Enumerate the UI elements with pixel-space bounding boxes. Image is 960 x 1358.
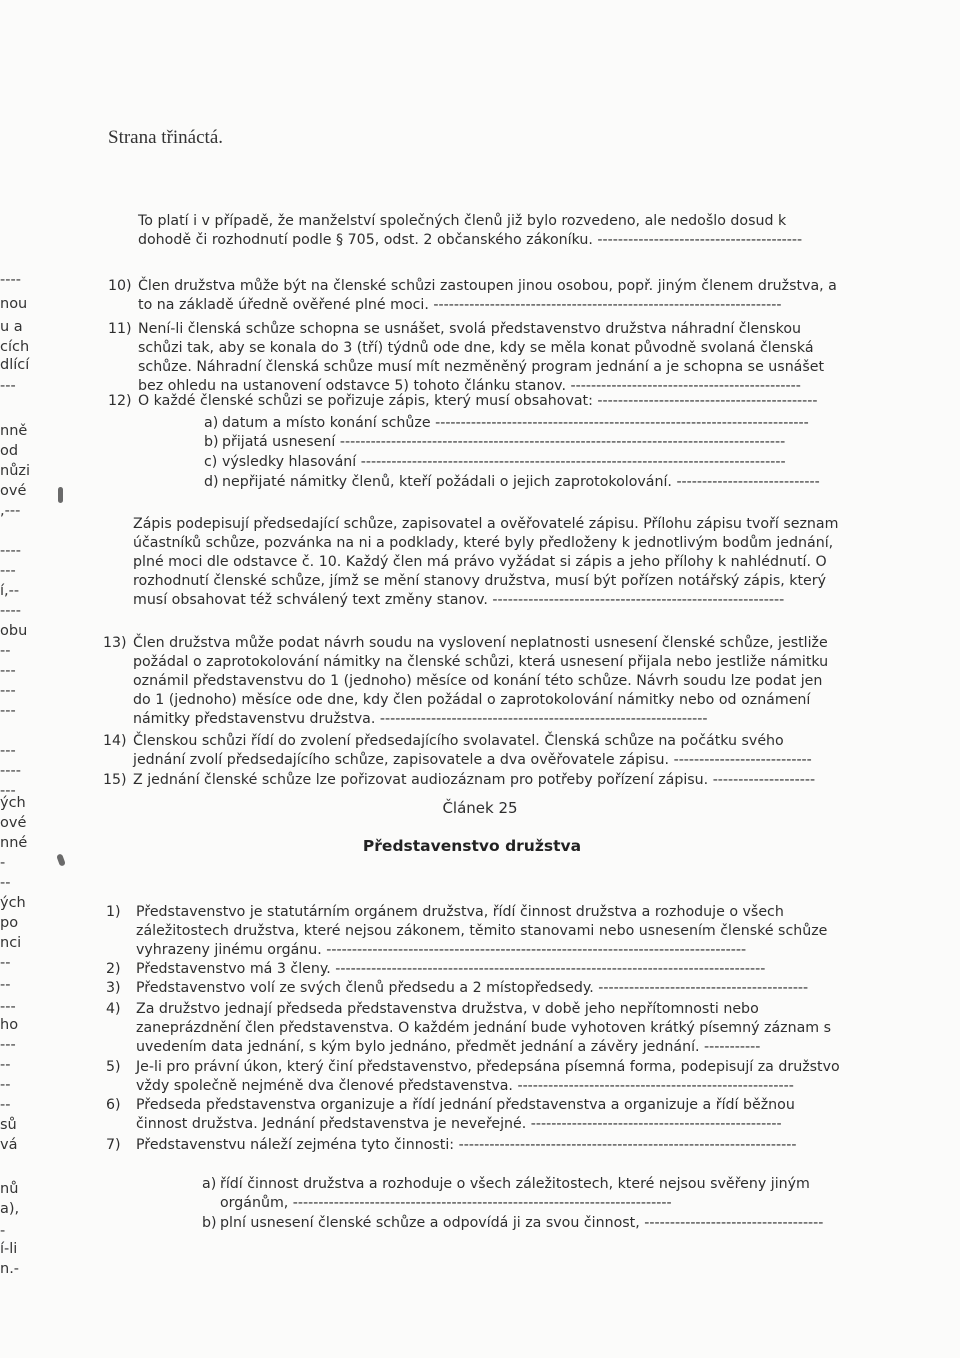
margin-fragment: -- <box>0 955 11 971</box>
margin-fragment: - <box>0 1223 6 1239</box>
sub-item-text: nepřijaté námitky členů, kteří požádali o jejich zaprotokolování. ---------------------------- <box>222 474 820 490</box>
item-number: 2) <box>106 961 121 977</box>
binding-hole-mark <box>56 853 66 866</box>
article-item-7 <box>106 1136 840 1155</box>
item-text: Představenstvo je statutárním orgánem družstva, řídí činnost družstva a rozhoduje o všech záležitostech družstva, které nejsou zákonem, těmito stanovami nebo usnesením členské schůze vyhrazeny jinému orgánu. ---------------------------------------------------------------------------------- <box>136 904 828 958</box>
item-number: 12) <box>108 393 132 409</box>
sub-item-text: plní usnesení členské schůze a odpovídá ji za svou činnost, ----------------------------------- <box>220 1215 824 1231</box>
item-text: Není-li členská schůze schopna se usnášet, svolá představenstvo družstva náhradní členskou schůzi tak, aby se konala do 3 (tří) týdnů ode dne, kdy se měla konat původně svolaná členská schůze. Náhradní členská schůze musí mít nezměněný program jednání a je schopna se usnášet bez ohledu na ustanovení odstavce 5) tohoto článku stanov. --------------------------------------------- <box>138 321 825 394</box>
margin-fragment: u a <box>0 319 23 335</box>
margin-fragment: ---- <box>0 543 21 559</box>
article-number: Článek 25 <box>442 799 518 817</box>
margin-fragment: od <box>0 443 19 459</box>
sub-item-letter: b) <box>202 1215 217 1231</box>
margin-fragment: --- <box>0 783 16 799</box>
article-title: Představenstvo družstva <box>362 837 582 855</box>
minutes-paragraph: Zápis podepisují předsedající schůze, zapisovatel a ověřovatelé zápisu. Přílohu zápisu tvoří seznam účastníků schůze, pozvánka na ni a podklady, které byly předloženy k jednotlivým bodům jednání, plné moci dle odstavce č. 10. Každý člen má právo vyžádat si zápis a jeho přílohy k nahlédnutí. O rozhodnutí členské schůze, jímž se mění stanovy družstva, musí být pořízen notářský zápis, který musí obsahovat též schválený text změny stanov. --------------------------------------------------------- <box>133 516 839 608</box>
margin-fragment: nci <box>0 935 22 951</box>
margin-fragment: nné <box>0 835 28 851</box>
margin-fragment: --- <box>0 663 16 679</box>
margin-fragment: ých <box>0 795 26 811</box>
margin-fragment: --- <box>0 1037 16 1053</box>
sub-item-c <box>204 453 840 472</box>
margin-fragment: n.- <box>0 1261 20 1277</box>
margin-fragment: a), <box>0 1201 20 1217</box>
sub-item-text: řídí činnost družstva a rozhoduje o všech záležitostech, které nejsou svěřeny jiným orgánům, -------------------------------------------------------------------------- <box>220 1176 810 1211</box>
margin-fragment: vá <box>0 1137 18 1153</box>
margin-fragment: nou <box>0 296 28 312</box>
sub-item-letter: a) <box>204 415 219 431</box>
item-10 <box>108 277 840 315</box>
sub-item-a <box>202 1175 840 1213</box>
margin-fragment: --- <box>0 703 16 719</box>
margin-fragment: cích <box>0 339 30 355</box>
item-text: O každé členské schůzi se pořizuje zápis, který musí obsahovat: ------------------------------------------- <box>138 393 818 409</box>
article-item-2 <box>106 960 840 979</box>
margin-fragment: -- <box>0 1077 11 1093</box>
margin-fragment: --- <box>0 378 16 394</box>
item-text: Představenstvo má 3 členy. ------------------------------------------------------------------------------------ <box>136 961 766 977</box>
binding-hole-mark <box>58 487 63 503</box>
margin-fragment: --- <box>0 743 16 759</box>
sub-item-text: přijatá usnesení --------------------------------------------------------------------------------------- <box>222 434 786 450</box>
margin-fragment: -- <box>0 1057 11 1073</box>
margin-fragment: í,-- <box>0 583 20 599</box>
item-text: Předseda představenstva organizuje a řídí jednání představenstva a organizuje a řídí běžnou činnost družstva. Jednání představenstva je neveřejné. ------------------------------------------------- <box>136 1097 795 1132</box>
margin-fragment: obu <box>0 623 28 639</box>
sub-item-letter: d) <box>204 474 219 490</box>
margin-fragment: ---- <box>0 272 21 288</box>
margin-fragment: --- <box>0 683 16 699</box>
margin-fragment: po <box>0 915 19 931</box>
item-text: Je-li pro právní úkon, který činí představenstvo, předepsána písemná forma, podepisují za družstvo vždy společně nejméně dva členové představenstva. ------------------------------------------------------ <box>136 1059 840 1094</box>
margin-fragment: ých <box>0 895 26 911</box>
item-text: Za družstvo jednají předseda představenstva družstva, v době jeho nepřítomnosti nebo zaneprázdnění člen představenstva. O každém jednání bude vyhotoven krátký písemný záznam s uvedením data jednání, s kým bylo jednáno, předmět jednání a závěry jednání. ----------- <box>136 1001 832 1055</box>
article-item-5 <box>106 1058 840 1096</box>
item-number: 4) <box>106 1001 121 1017</box>
item-text: Z jednání členské schůze lze pořizovat audiozáznam pro potřeby pořízení zápisu. -------------------- <box>133 772 816 788</box>
sub-item-b <box>202 1214 840 1233</box>
article-item-4 <box>106 1000 840 1057</box>
margin-fragment: nůzi <box>0 463 31 479</box>
item-text: Člen družstva může být na členské schůzi zastoupen jinou osobou, popř. jiným členem družstva, a to na základě úředně ověřené plné moci. -------------------------------------------------------------------- <box>138 278 837 313</box>
item-13 <box>103 634 840 729</box>
margin-fragment: ---- <box>0 603 21 619</box>
item-number: 7) <box>106 1137 121 1153</box>
margin-fragment: - <box>0 855 6 871</box>
margin-fragment: sů <box>0 1117 17 1133</box>
article-item-3 <box>106 979 840 998</box>
sub-item-text: výsledky hlasování ----------------------------------------------------------------------------------- <box>222 454 786 470</box>
margin-fragment: dlící <box>0 357 30 373</box>
item-15 <box>103 771 840 790</box>
margin-fragment: ,--- <box>0 503 21 519</box>
sub-item-text: datum a místo konání schůze ------------------------------------------------------------------------- <box>222 415 809 431</box>
sub-item-a <box>204 414 840 433</box>
sub-item-d <box>204 473 840 492</box>
item-14 <box>103 732 840 770</box>
item-number: 1) <box>106 904 121 920</box>
margin-fragment: -- <box>0 643 11 659</box>
margin-fragment: --- <box>0 563 16 579</box>
margin-fragment: í-li <box>0 1241 18 1257</box>
page-header: Strana třináctá. <box>108 127 224 148</box>
margin-fragment: --- <box>0 999 16 1015</box>
intro-paragraph: To platí i v případě, že manželství společných členů již bylo rozvedeno, ale nedošlo dosud k dohodě či rozhodnutí podle § 705, odst. 2 občanského zákoníku. ---------------------------------------- <box>138 213 803 248</box>
item-number: 14) <box>103 733 127 749</box>
item-12 <box>108 392 840 411</box>
item-number: 5) <box>106 1059 121 1075</box>
sub-item-letter: b) <box>204 434 219 450</box>
item-11 <box>108 320 840 396</box>
sub-item-letter: c) <box>204 454 218 470</box>
margin-fragment: nů <box>0 1181 19 1197</box>
margin-fragment: -- <box>0 977 11 993</box>
item-number: 11) <box>108 321 132 337</box>
margin-fragment: ové <box>0 483 27 499</box>
margin-fragment: ---- <box>0 763 21 779</box>
item-number: 10) <box>108 278 132 294</box>
item-text: Představenstvu náleží zejména tyto činnosti: ------------------------------------------------------------------ <box>136 1137 797 1153</box>
sub-item-b <box>204 433 840 452</box>
margin-fragment: ové <box>0 815 27 831</box>
item-number: 15) <box>103 772 127 788</box>
margin-fragment: nně <box>0 423 28 439</box>
article-item-6 <box>106 1096 840 1134</box>
margin-fragment: ho <box>0 1017 19 1033</box>
item-number: 3) <box>106 980 121 996</box>
margin-fragment: -- <box>0 875 11 891</box>
sub-item-letter: a) <box>202 1176 217 1192</box>
item-text: Členskou schůzi řídí do zvolení předsedajícího svolavatel. Členská schůze na počátku svého jednání zvolí předsedajícího schůze, zapisovatele a dva ověřovatele zápisu. --------------------------- <box>133 733 812 768</box>
item-number: 6) <box>106 1097 121 1113</box>
item-text: Představenstvo volí ze svých členů předsedu a 2 místopředsedy. ----------------------------------------- <box>136 980 809 996</box>
article-item-1 <box>106 903 840 960</box>
margin-fragment: -- <box>0 1097 11 1113</box>
item-number: 13) <box>103 635 127 651</box>
item-text: Člen družstva může podat návrh soudu na vyslovení neplatnosti usnesení členské schůze, jestliže požádal o zaprotokolování námitky na členské schůzi, která usnesení přijala nebo jestliže námitku oznámil představenstvu do 1 (jednoho) měsíce od konání této schůze. Návrh soudu lze podat jen do 1 (jednoho) měsíce ode dne, kdy člen požádal o zaprotokolování námitky nebo od oznámení námitky představenstvu družstva. ---------------------------------------------------------------- <box>133 635 829 727</box>
